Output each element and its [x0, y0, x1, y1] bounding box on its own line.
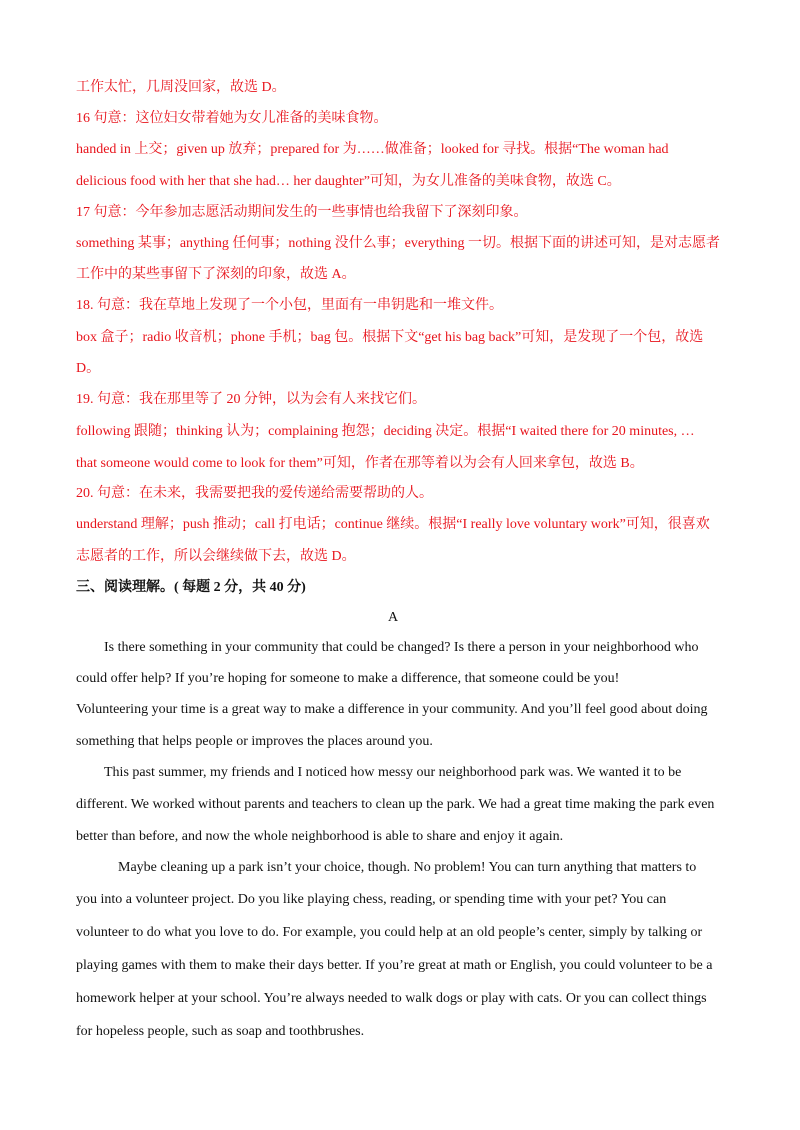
passage-line: for hopeless people, such as soap and toothbrushes.: [76, 1024, 365, 1039]
passage-line: volunteer to do what you love to do. For example, you could help at an old people’s center, simply by talking or: [76, 925, 703, 940]
question-19-meaning: 19. 句意：我在那里等了 20 分钟，以为会有人来找它们。: [76, 392, 426, 407]
passage-line: playing games with them to make their days better. If you’re great at math or English, you could volunteer to be a: [76, 958, 713, 973]
passage-line: This past summer, my friends and I noticed how messy our neighborhood park was. We wanted it to be: [104, 765, 682, 780]
passage-line: Is there something in your community that could be changed? Is there a person in your neighborhood who: [104, 640, 699, 655]
question-16-meaning: 16 句意：这位妇女带着她为女儿准备的美味食物。: [76, 111, 388, 126]
passage-line: you into a volunteer project. Do you like playing chess, reading, or spending time with your pet? You can: [76, 892, 667, 907]
answer-explanation-line: delicious food with her that she had… her daughter”可知，为女儿准备的美味食物，故选 C。: [76, 174, 621, 189]
question-17-meaning: 17 句意：今年参加志愿活动期间发生的一些事情也给我留下了深刻印象。: [76, 205, 528, 220]
answer-explanation-line: 工作太忙，几周没回家，故选 D。: [76, 80, 286, 95]
section-heading: 三、阅读理解。( 每题 2 分，共 40 分): [76, 580, 306, 595]
passage-line: Maybe cleaning up a park isn’t your choice, though. No problem! You can turn anything that matters to: [118, 860, 697, 875]
passage-line: something that helps people or improves the places around you.: [76, 734, 433, 749]
answer-explanation-line: 志愿者的工作，所以会继续做下去，故选 D。: [76, 549, 356, 564]
passage-line: homework helper at your school. You’re always needed to walk dogs or play with cats. Or you can collect things: [76, 991, 707, 1006]
answer-explanation-line: following 跟随；thinking 认为；complaining 抱怨；deciding 决定。根据“I waited there for 20 minutes, …: [76, 424, 695, 439]
question-18-meaning: 18. 句意：我在草地上发现了一个小包，里面有一串钥匙和一堆文件。: [76, 298, 503, 313]
answer-explanation-line: handed in 上交；given up 放弃；prepared for 为……做准备；looked for 寻找。根据“The woman had: [76, 142, 669, 157]
answer-explanation-line: something 某事；anything 任何事；nothing 没什么事；everything 一切。根据下面的讲述可知，是对志愿者: [76, 236, 720, 251]
passage-line: could offer help? If you’re hoping for someone to make a difference, that someone could be you!: [76, 671, 620, 686]
answer-explanation-line: understand 理解；push 推动；call 打电话；continue 继续。根据“I really love voluntary work”可知，很喜欢: [76, 517, 710, 532]
passage-line: different. We worked without parents and teachers to clean up the park. We had a great time making the park even: [76, 797, 715, 812]
answer-explanation-line: box 盒子；radio 收音机；phone 手机；bag 包。根据下文“get his bag back”可知，是发现了一个包，故选: [76, 330, 704, 345]
passage-label: A: [387, 610, 399, 625]
answer-explanation-line: that someone would come to look for them”可知，作者在那等着以为会有人回来拿包，故选 B。: [76, 456, 644, 471]
passage-line: Volunteering your time is a great way to make a difference in your community. And you’ll feel good about doing: [76, 702, 708, 717]
answer-explanation-line: 工作中的某些事留下了深刻的印象，故选 A。: [76, 267, 356, 282]
question-20-meaning: 20. 句意：在未来，我需要把我的爱传递给需要帮助的人。: [76, 486, 433, 501]
passage-line: better than before, and now the whole neighborhood is able to share and enjoy it again.: [76, 829, 564, 844]
answer-explanation-line: D。: [76, 361, 101, 376]
